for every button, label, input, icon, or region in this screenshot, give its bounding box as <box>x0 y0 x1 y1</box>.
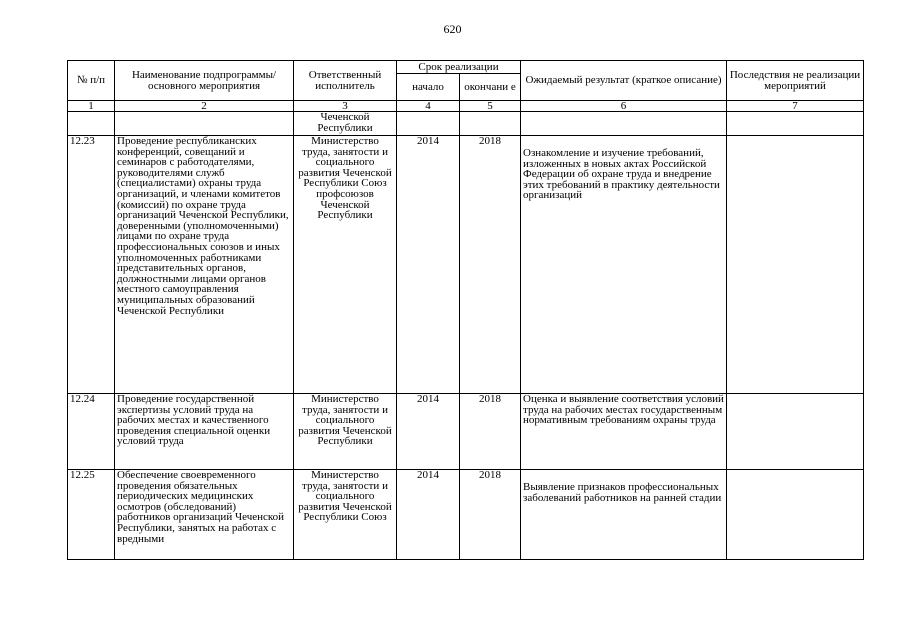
table-row <box>68 112 864 136</box>
consequences-cell <box>727 470 864 560</box>
executor-cell: Чеченской Республики <box>294 112 397 136</box>
activity-name: Обеспечение своевременного проведения обязательных периодических медицинских осмотров (обследований) работников организаций Чеченской Республики, занятых на работах с вредными <box>115 470 294 560</box>
start-year: 2014 <box>397 136 460 394</box>
column-number: 7 <box>727 101 864 112</box>
activity-name: Проведение республиканских конференций, совещаний и семинаров с работодателями, руководителями служб (специалистами) охраны труда организаций, и членами комитетов (комиссий) по охране труда организаций Чеченской Республики, доверенными (уполномоченными) лицами по охране труда профессиональных союзов и иных уполномоченных работниками представительных органов, должностными лицами органов местного самоуправления муниципальных образований Чеченской Республики <box>115 136 294 394</box>
column-number: 4 <box>397 101 460 112</box>
table-row <box>68 394 864 470</box>
header-executor: Ответственный исполнитель <box>294 61 397 101</box>
expected-result: Выявление признаков профессиональных заболеваний работников на ранней стадии <box>521 470 727 560</box>
executor-cell: Министерство труда, занятости и социального развития Чеченской Республики Союз профсоюзов Чеченской Республики <box>294 136 397 394</box>
expected-result: Ознакомление и изучение требований, изложенных в новых актах Российской Федерации об охране труда и внедрение этих требований в практику деятельности организаций <box>521 136 727 394</box>
consequences-cell <box>727 394 864 470</box>
header-end: окончани е <box>460 74 521 101</box>
column-number: 1 <box>68 101 115 112</box>
consequences-cell <box>727 136 864 394</box>
activity-name: Проведение государственной экспертизы условий труда на рабочих местах и качественного проведения специальной оценки условий труда <box>115 394 294 470</box>
executor-cell: Министерство труда, занятости и социального развития Чеченской Республики <box>294 394 397 470</box>
end-year: 2018 <box>460 136 521 394</box>
table-row <box>68 136 864 394</box>
row-number: 12.25 <box>68 470 115 560</box>
header-start: начало <box>397 74 460 101</box>
header-result: Ожидаемый результат (краткое описание) <box>521 61 727 101</box>
row-number: 12.23 <box>68 136 115 394</box>
header-number: № п/п <box>68 61 115 101</box>
start-year: 2014 <box>397 394 460 470</box>
header-row-top <box>68 61 864 74</box>
header-term: Срок реализации <box>397 61 521 74</box>
activities-table <box>67 60 864 560</box>
header-consequences: Последствия не реализации мероприятий <box>727 61 864 101</box>
executor-cell: Министерство труда, занятости и социального развития Чеченской Республики Союз <box>294 470 397 560</box>
page-number: 620 <box>443 22 462 36</box>
column-number: 3 <box>294 101 397 112</box>
row-number: 12.24 <box>68 394 115 470</box>
end-year: 2018 <box>460 470 521 560</box>
column-number: 2 <box>115 101 294 112</box>
end-year: 2018 <box>460 394 521 470</box>
start-year: 2014 <box>397 470 460 560</box>
table-row <box>68 470 864 560</box>
expected-result: Оценка и выявление соответствия условий труда на рабочих местах государственным нормативным требованиям охраны труда <box>521 394 727 470</box>
header-name: Наименование подпрограммы/ основного мероприятия <box>115 61 294 101</box>
column-number: 5 <box>460 101 521 112</box>
column-number: 6 <box>521 101 727 112</box>
column-numbers-row <box>68 101 864 112</box>
